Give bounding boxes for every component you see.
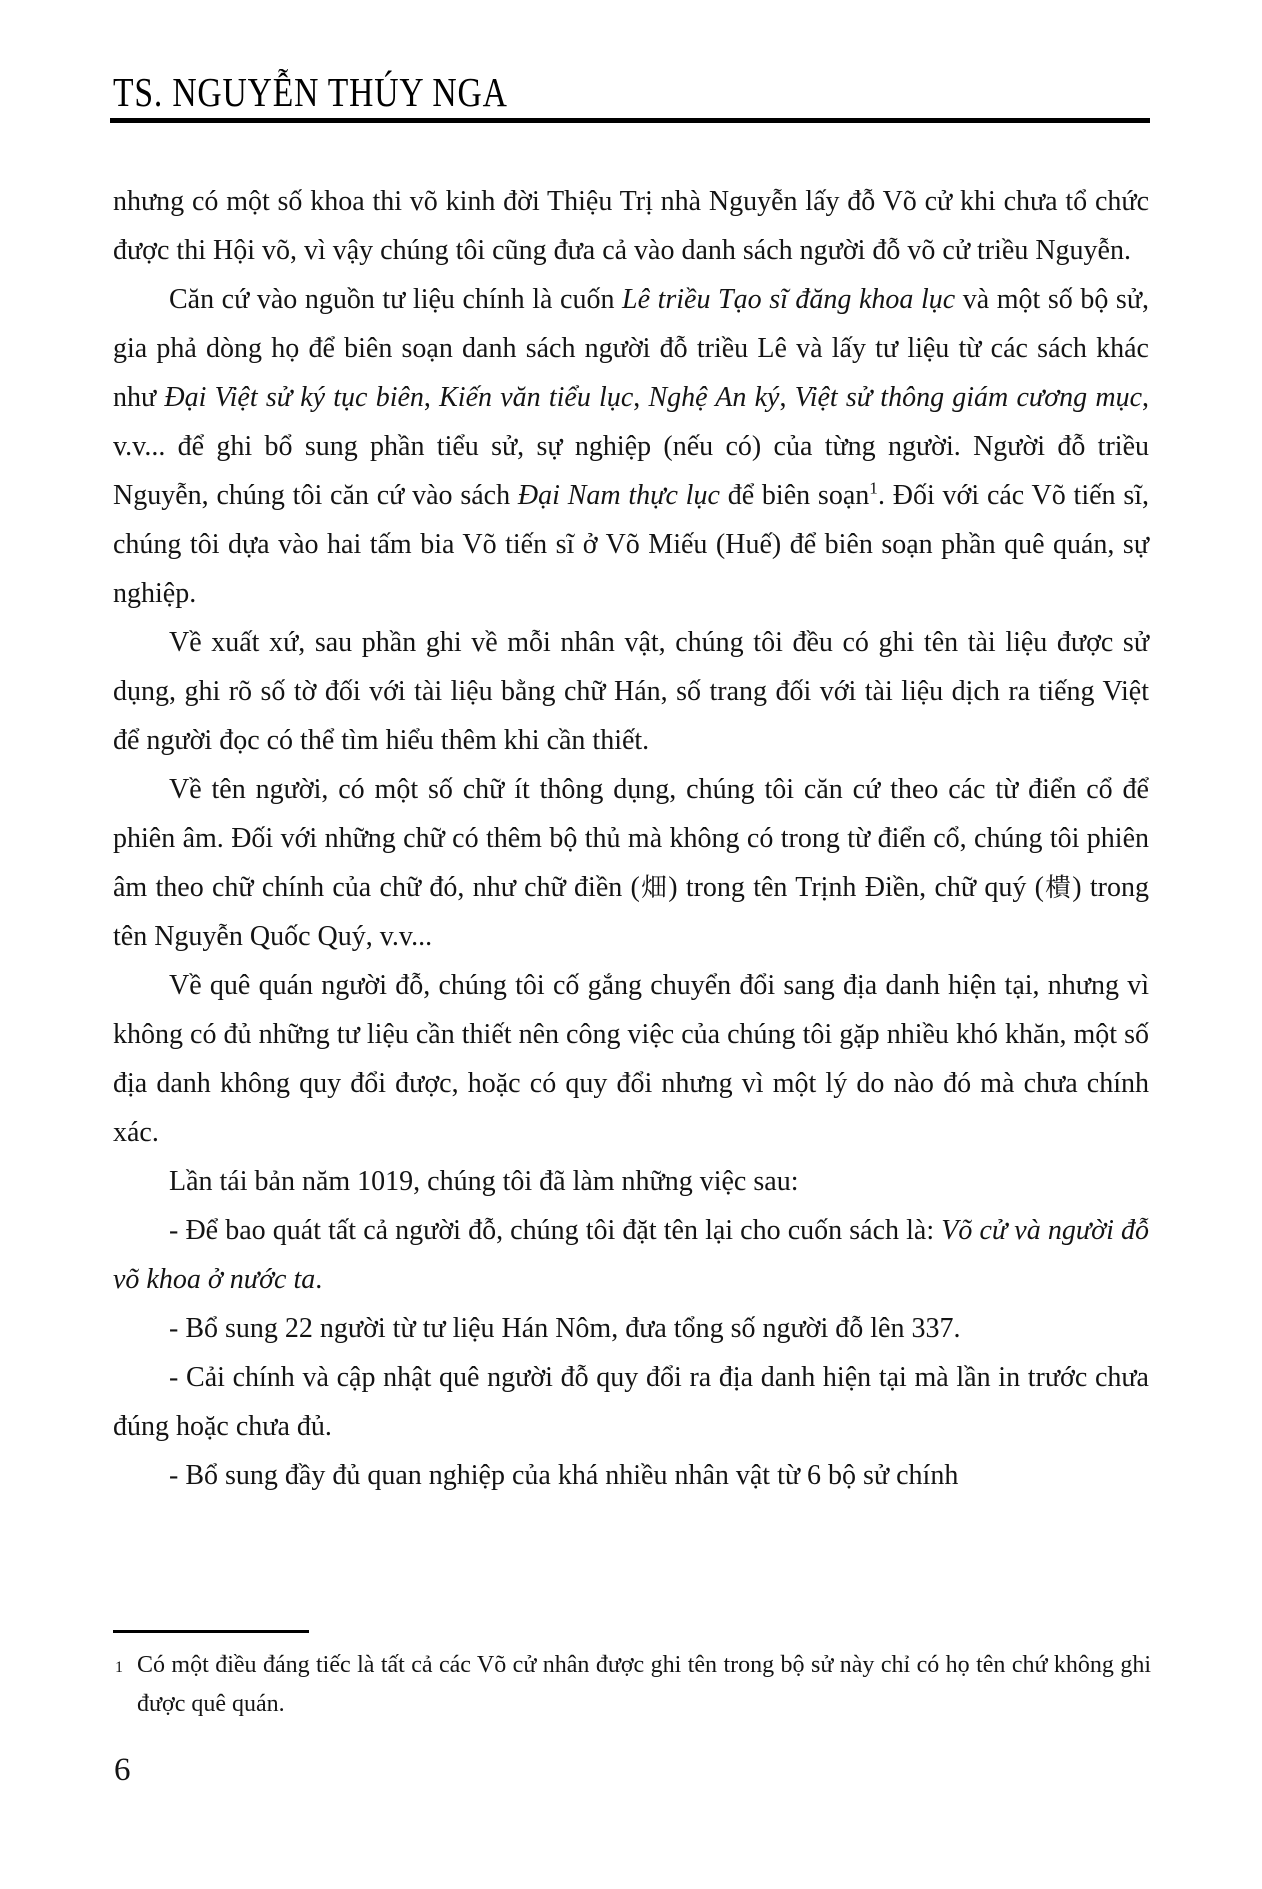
paragraph — [113, 961, 1149, 1157]
text-run: Lê triều Tạo sĩ đăng khoa lục — [622, 284, 956, 315]
text-run: , — [633, 382, 649, 413]
paragraph — [113, 765, 1149, 961]
paragraph — [113, 1206, 1149, 1304]
text-run: - Cải chính và cập nhật quê người đỗ quy đổi ra địa danh hiện tại mà lần in trước chưa đúng hoặc chưa đủ. — [113, 1362, 1149, 1442]
running-header-author: TS. NGUYỄN THÚY NGA — [113, 69, 508, 115]
page-number: 6 — [114, 1752, 131, 1788]
text-run: Nghệ An ký — [648, 382, 780, 413]
footnote-separator — [113, 1630, 309, 1633]
text-run: , — [423, 382, 440, 413]
footnote-text: Có một điều đáng tiếc là tất cả các Võ cử nhân được ghi tên trong bộ sử này chỉ có họ tên chứ không ghi được quê quán. — [137, 1652, 1151, 1717]
text-run: - Bổ sung 22 người từ tư liệu Hán Nôm, đưa tổng số người đỗ lên 337. — [169, 1313, 961, 1344]
header-rule — [110, 118, 1150, 123]
text-run: Về xuất xứ, sau phần ghi về mỗi nhân vật, chúng tôi đều có ghi tên tài liệu được sử dụng, ghi rõ số tờ đối với tài liệu bằng chữ Hán, số trang đối với tài liệu dịch ra tiếng Việt để người đọc có thể tìm hiểu thêm khi cần thiết. — [113, 627, 1149, 756]
paragraph — [113, 1304, 1149, 1353]
text-run: Võ cử và người đỗ võ khoa ở nước ta — [113, 1215, 1149, 1295]
text-run: và một số bộ sử, gia phả dòng họ để biên soạn danh sách người đỗ triều Lê và lấy tư liệu từ các sách khác như — [113, 284, 1149, 413]
text-run: ) trong tên Nguyễn Quốc Quý, v.v... — [113, 872, 1149, 952]
paragraph — [113, 275, 1149, 618]
text-run: ) trong tên Trịnh Điền, chữ quý ( — [668, 872, 1044, 903]
text-run: Về tên người, có một số chữ ít thông dụng, chúng tôi căn cứ theo các từ điển cổ để phiên âm. Đối với những chữ có thêm bộ thủ mà không có trong từ điển cổ, chúng tôi phiên âm theo chữ chính của chữ đó, như chữ điền ( — [113, 774, 1149, 903]
paragraph — [113, 177, 1149, 275]
text-run: Lần tái bản năm 1019, chúng tôi đã làm những việc sau: — [169, 1166, 799, 1197]
footnote — [113, 1646, 1151, 1724]
text-run: Đại Việt sử ký tục biên — [164, 382, 424, 413]
text-run: Đại Nam thực lục — [517, 480, 720, 511]
text-run: Về quê quán người đỗ, chúng tôi cố gắng chuyển đổi sang địa danh hiện tại, nhưng vì không có đủ những tư liệu cần thiết nên công việc của chúng tôi gặp nhiều khó khăn, một số địa danh không quy đổi được, hoặc có quy đổi nhưng vì một lý do nào đó mà chưa chính xác. — [113, 970, 1149, 1148]
footnote-marker: 1 — [115, 1659, 123, 1676]
text-run: Việt sử thông giám cương mục — [794, 382, 1142, 413]
text-run: , v.v... để ghi bổ sung phần tiểu sử, sự nghiệp (nếu có) của từng người. Người đỗ triều Nguyễn, chúng tôi căn cứ vào sách — [113, 382, 1149, 511]
text-run: nhưng có một số khoa thi võ kinh đời Thiệu Trị nhà Nguyễn lấy đỗ Võ cử khi chưa tổ chức được thi Hội võ, vì vậy chúng tôi cũng đưa cả vào danh sách người đỗ võ cử triều Nguyễn. — [113, 186, 1149, 266]
paragraph — [113, 1157, 1149, 1206]
text-run: . — [315, 1264, 323, 1295]
body-paragraphs — [113, 177, 1149, 1500]
cjk-character: 畑 — [639, 873, 669, 902]
text-run: . Đối với các Võ tiến sĩ, chúng tôi dựa vào hai tấm bia Võ tiến sĩ ở Võ Miếu (Huế) để biên soạn phần quê quán, sự nghiệp. — [113, 480, 1150, 609]
paragraph — [113, 1353, 1149, 1451]
text-run: - Để bao quát tất cả người đỗ, chúng tôi đặt tên lại cho cuốn sách là: — [169, 1215, 942, 1246]
footnote-reference: 1 — [869, 478, 878, 498]
text-run: Căn cứ vào nguồn tư liệu chính là cuốn — [169, 284, 623, 315]
text-run: Kiến văn tiểu lục — [439, 382, 634, 413]
text-run: để biên soạn — [719, 480, 870, 511]
paragraph — [113, 618, 1149, 765]
text-run: , — [779, 382, 795, 413]
text-run: - Bổ sung đầy đủ quan nghiệp của khá nhiều nhân vật từ 6 bộ sử chính — [169, 1460, 959, 1491]
cjk-character: 樻 — [1043, 873, 1073, 902]
paragraph — [113, 1451, 1149, 1500]
